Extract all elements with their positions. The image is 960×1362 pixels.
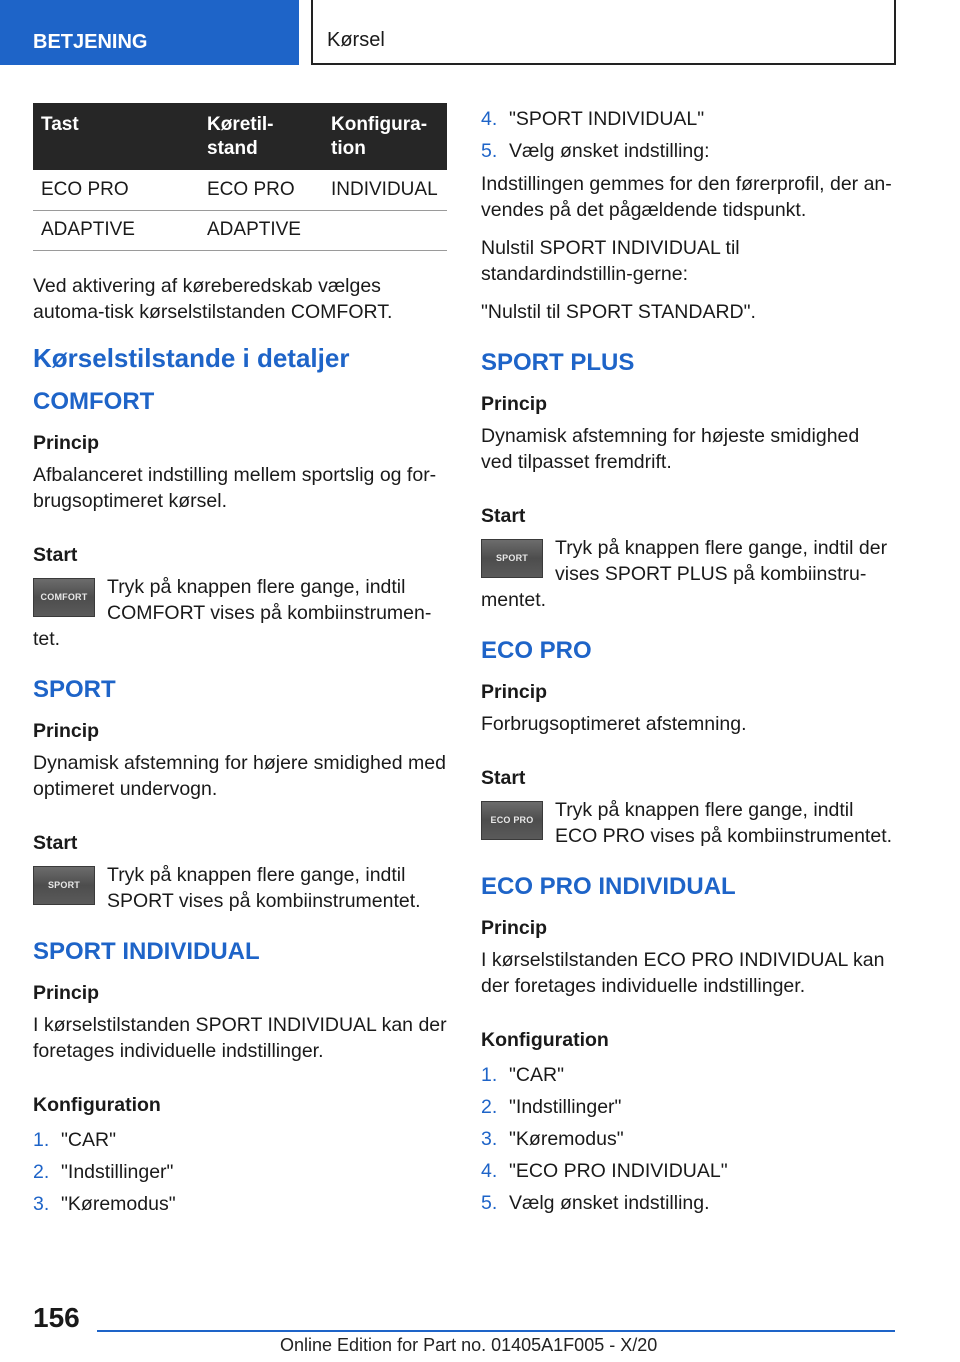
table-cell: ADAPTIVE	[33, 210, 199, 250]
start-text: Tryk på knappen flere gange, indtil ECO PRO vises på kombiinstrumentet.	[555, 799, 893, 847]
table-header-row	[33, 103, 447, 170]
start-instruction	[33, 862, 448, 914]
list-item: 2. "Indstillinger"	[481, 1096, 622, 1118]
table-header-cell: Tast	[33, 103, 199, 170]
eco-pro-button-icon: ECO PRO	[481, 801, 543, 840]
list-item: 4. "ECO PRO INDIVIDUAL"	[481, 1160, 728, 1182]
princip-text: I kørselstilstanden SPORT INDIVIDUAL kan der foretages individuelle indstillinger.	[33, 1013, 447, 1062]
table-row	[33, 210, 447, 250]
chapter-title: Kørsel	[311, 0, 896, 65]
princip-label: Princip	[33, 431, 100, 454]
intro-text: Ved aktivering af køreberedskab vælges automa-tisk kørselstilstanden COMFORT.	[33, 274, 393, 323]
config-steps	[33, 1124, 448, 1220]
sport-button-icon: SPORT	[33, 866, 95, 905]
list-item: 3. "Køremodus"	[33, 1192, 176, 1215]
comfort-button-icon: COMFORT	[33, 578, 95, 617]
start-text: Tryk på knappen flere gange, indtil der vises SPORT PLUS på kombiinstru-mentet.	[481, 537, 888, 611]
princip-label: Princip	[481, 681, 548, 703]
princip-text: Dynamisk afstemning for højere smidighed med optimeret undervogn.	[33, 751, 446, 800]
sport-individual-heading: SPORT INDIVIDUAL	[33, 937, 260, 965]
config-label: Konfiguration	[33, 1093, 161, 1116]
start-label: Start	[33, 543, 78, 566]
start-text: Tryk på knappen flere gange, indtil SPORT vises på kombiinstrumentet.	[107, 863, 421, 912]
princip-text: Dynamisk afstemning for højeste smidighed ved tilpasset fremdrift.	[481, 425, 860, 473]
page-number: 156	[33, 1302, 80, 1333]
start-instruction	[33, 574, 448, 652]
list-item: 5. Vælg ønsket indstilling.	[481, 1192, 710, 1214]
start-label: Start	[481, 767, 526, 789]
list-item: 1. "CAR"	[33, 1128, 117, 1151]
list-item: 1. "CAR"	[481, 1064, 565, 1086]
list-item: 5. Vælg ønsket indstilling:	[481, 140, 710, 162]
princip-label: Princip	[481, 393, 548, 415]
config-steps	[481, 1059, 896, 1219]
note-text: Indstillingen gemmes for den førerprofil, der an-vendes på det pågældende tidspunkt.	[481, 173, 892, 221]
mode-table	[33, 103, 447, 251]
list-item: 3. "Køremodus"	[481, 1128, 624, 1150]
footer-divider	[97, 1330, 895, 1332]
eco-pro-heading: ECO PRO	[481, 637, 592, 664]
table-cell: ECO PRO	[199, 170, 323, 210]
sport-plus-heading: SPORT PLUS	[481, 349, 635, 376]
sport-heading: SPORT	[33, 675, 116, 703]
sport-button-icon: SPORT	[481, 539, 543, 578]
table-row	[33, 170, 447, 210]
princip-text: Afbalanceret indstilling mellem sportslig og for-brugsoptimeret kørsel.	[33, 463, 437, 512]
table-header-cell: Konfigura- tion	[323, 103, 447, 170]
right-column	[481, 103, 896, 1219]
start-label: Start	[481, 505, 526, 527]
eco-pro-individual-heading: ECO PRO INDIVIDUAL	[481, 873, 736, 900]
table-header-cell: Køretil- stand	[199, 103, 323, 170]
table-cell	[323, 210, 447, 250]
config-steps-continued	[481, 103, 896, 167]
list-item: 2. "Indstillinger"	[33, 1160, 174, 1183]
table-cell: INDIVIDUAL	[323, 170, 447, 210]
left-column	[33, 103, 448, 1220]
note-text: "Nulstil til SPORT STANDARD".	[481, 301, 756, 323]
edition-text: Online Edition for Part no. 01405A1F005 - X/20	[280, 1335, 658, 1355]
princip-text: I kørselstilstanden ECO PRO INDIVIDUAL kan der foretages individuelle indstillinger.	[481, 949, 885, 997]
table-cell: ECO PRO	[33, 170, 199, 210]
princip-label: Princip	[33, 719, 100, 742]
note-text: Nulstil SPORT INDIVIDUAL til standardindstillin-gerne:	[481, 237, 740, 285]
princip-label: Princip	[33, 981, 100, 1004]
comfort-heading: COMFORT	[33, 387, 155, 415]
main-heading: Kørselstilstande i detaljer	[33, 342, 350, 373]
list-item: 4. "SPORT INDIVIDUAL"	[481, 108, 705, 130]
section-tab: BETJENING	[0, 0, 299, 65]
start-instruction	[481, 535, 896, 613]
config-label: Konfiguration	[481, 1029, 609, 1051]
table-cell: ADAPTIVE	[199, 210, 323, 250]
start-label: Start	[33, 831, 78, 854]
start-text: Tryk på knappen flere gange, indtil COMFORT vises på kombiinstrumen-tet.	[33, 575, 432, 650]
princip-text: Forbrugsoptimeret afstemning.	[481, 713, 747, 735]
princip-label: Princip	[481, 917, 548, 939]
start-instruction	[481, 797, 896, 849]
